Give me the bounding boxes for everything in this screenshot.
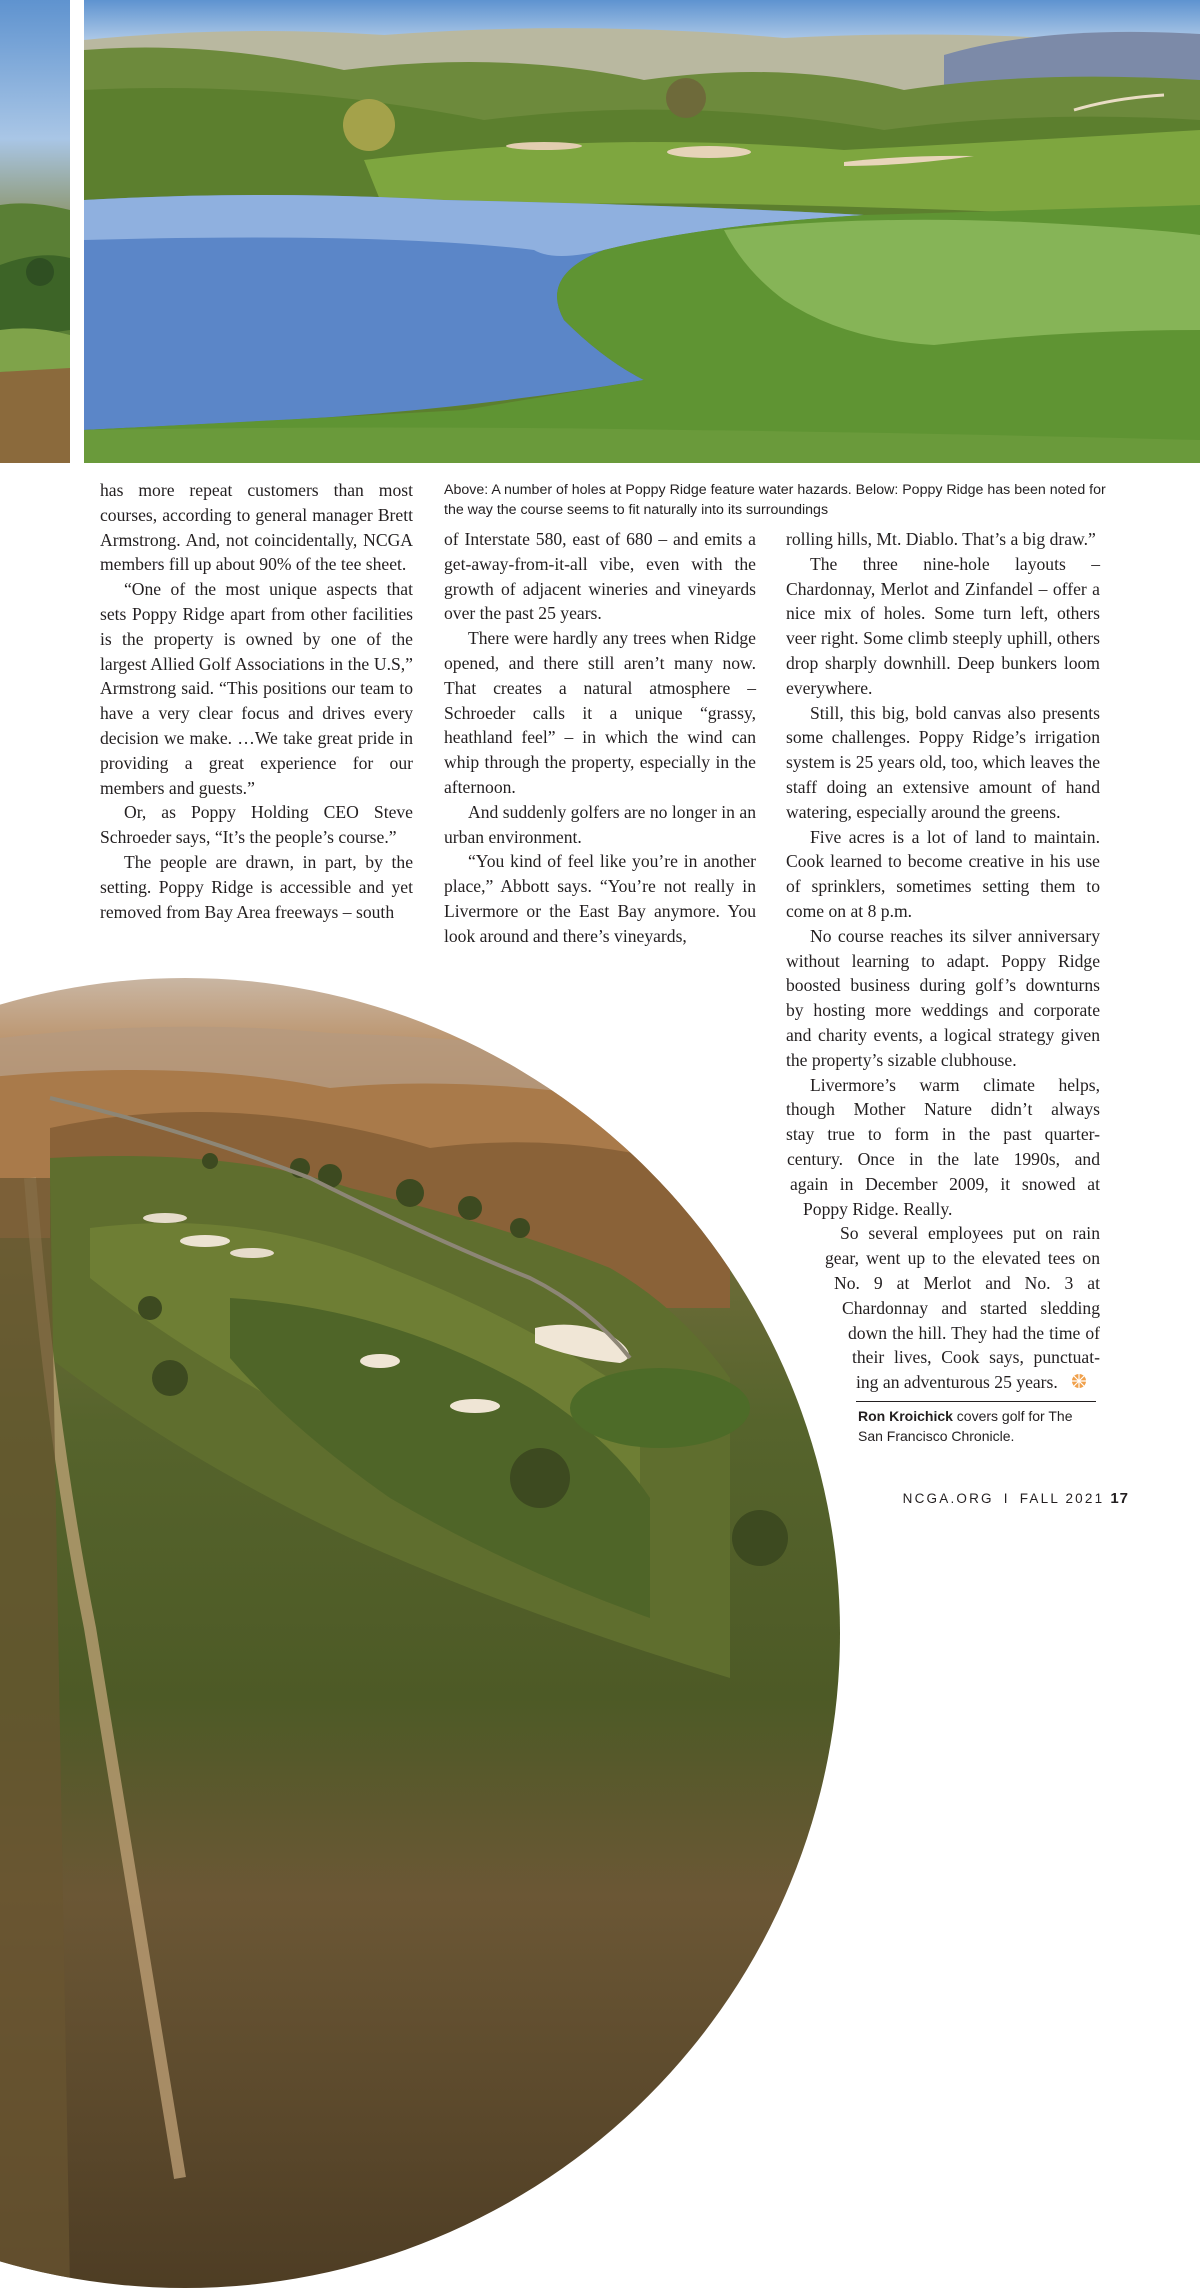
paragraph: has more repeat customers than most courses, according to general manager Brett Armstrong. And, not coincidentally, NCGA members fill up about 90% of the tee sheet. bbox=[100, 480, 413, 575]
article-column-1 bbox=[100, 478, 413, 924]
text-line: again in December 2009, it snowed at bbox=[790, 1173, 1100, 1194]
text-line-last bbox=[856, 1370, 1100, 1395]
paragraph: No course reaches its silver anniversary without learning to adapt. Poppy Ridge boosted business during golf’s downturns by hosting more weddings and corporate and charity events, a logical strategy given the property’s sizable clubhouse. bbox=[786, 925, 1100, 1070]
paragraph: And suddenly golfers are no longer in an urban environment. bbox=[444, 801, 756, 847]
author-name: Ron Kroichick bbox=[858, 1408, 953, 1424]
text-line: down the hill. They had the time of bbox=[848, 1322, 1100, 1343]
paragraph: “One of the most unique aspects that sets Poppy Ridge apart from other facilities is the property is owned by one of the largest Allied Golf Associations in the U.S,” Armstrong said. “This positions our team to have a very clear focus and drives every decision we make. …We take great pride in providing a great experience for our members and guests.” bbox=[100, 579, 413, 798]
text-line: Livermore’s warm climate helps, bbox=[810, 1074, 1100, 1095]
text-line: gear, went up to the elevated tees on bbox=[825, 1248, 1100, 1269]
page-number: 17 bbox=[1110, 1490, 1129, 1507]
footer-separator: I bbox=[1003, 1491, 1010, 1506]
author-bio-text: covers golf for The San Francisco Chronicle. bbox=[858, 1408, 1073, 1444]
text-line: So several employees put on rain bbox=[840, 1223, 1100, 1244]
poppy-end-mark-icon bbox=[1070, 1373, 1088, 1389]
paragraph: There were hardly any trees when Ridge opened, and there still aren’t many now. That creates a natural atmosphere – Schroeder calls it a unique “grassy, heathland feel” – in which the wind can whip through the property, especially in the afternoon. bbox=[444, 628, 756, 797]
text-line: Chardonnay and started sledding bbox=[842, 1297, 1100, 1318]
aerial-course-photo bbox=[0, 978, 840, 2288]
footer-site: NCGA.ORG bbox=[902, 1491, 994, 1506]
paragraph: The people are drawn, in part, by the setting. Poppy Ridge is accessible and yet removed from Bay Area freeways – south bbox=[100, 851, 413, 922]
golf-course-pond-photo bbox=[84, 0, 1200, 463]
paragraph: rolling hills, Mt. Diablo. That’s a big draw.” bbox=[786, 529, 1096, 549]
paragraph-wrapped bbox=[786, 1073, 1100, 1222]
text-line: Poppy Ridge. Really. bbox=[803, 1198, 953, 1219]
article-column-3 bbox=[786, 527, 1100, 1395]
text-line: No. 9 at Merlot and No. 3 at bbox=[834, 1272, 1100, 1293]
text-line: ing an adventurous 25 years. bbox=[856, 1372, 1058, 1393]
hillside-photo bbox=[0, 0, 70, 463]
paragraph-wrapped bbox=[786, 1221, 1100, 1395]
text-line: stay true to form in the past quarter- bbox=[786, 1124, 1100, 1145]
text-line: their lives, Cook says, punctuat- bbox=[852, 1347, 1100, 1368]
text-line: century. Once in the late 1990s, and bbox=[787, 1148, 1100, 1169]
bio-divider bbox=[856, 1401, 1096, 1402]
footer-issue: FALL 2021 bbox=[1019, 1491, 1105, 1506]
paragraph: “You kind of feel like you’re in another place,” Abbott says. “You’re not really in Livermore or the East Bay anymore. You look around and there’s vineyards, bbox=[444, 851, 756, 946]
paragraph: Five acres is a lot of land to maintain. Cook learned to become creative in his use of sprinklers, sometimes setting them to come on at 8 p.m. bbox=[786, 826, 1100, 921]
article-column-2 bbox=[444, 527, 756, 949]
author-bio bbox=[858, 1407, 1098, 1446]
paragraph: The three nine-hole layouts – Chardonnay, Merlot and Zinfandel – offer a nice mix of holes. Some turn left, others veer right. Some climb steeply uphill, others drop sharply downhill. Deep bunkers loom everywhere. bbox=[786, 553, 1100, 698]
text-line: though Mother Nature didn’t always bbox=[786, 1099, 1100, 1120]
page-footer bbox=[884, 1490, 1129, 1507]
photo-caption: Above: A number of holes at Poppy Ridge feature water hazards. Below: Poppy Ridge has been noted for the way the course seems to fit naturally into its surroundings bbox=[444, 482, 1106, 518]
paragraph: of Interstate 580, east of 680 – and emits a get-away-from-it-all vibe, even with the growth of adjacent wineries and vineyards over the past 25 years. bbox=[444, 529, 756, 624]
paragraph: Or, as Poppy Holding CEO Steve Schroeder says, “It’s the people’s course.” bbox=[100, 802, 413, 848]
paragraph: Still, this big, bold canvas also presents some challenges. Poppy Ridge’s irrigation system is 25 years old, too, which leaves the staff doing an extensive amount of hand watering, especially around the greens. bbox=[786, 702, 1100, 822]
